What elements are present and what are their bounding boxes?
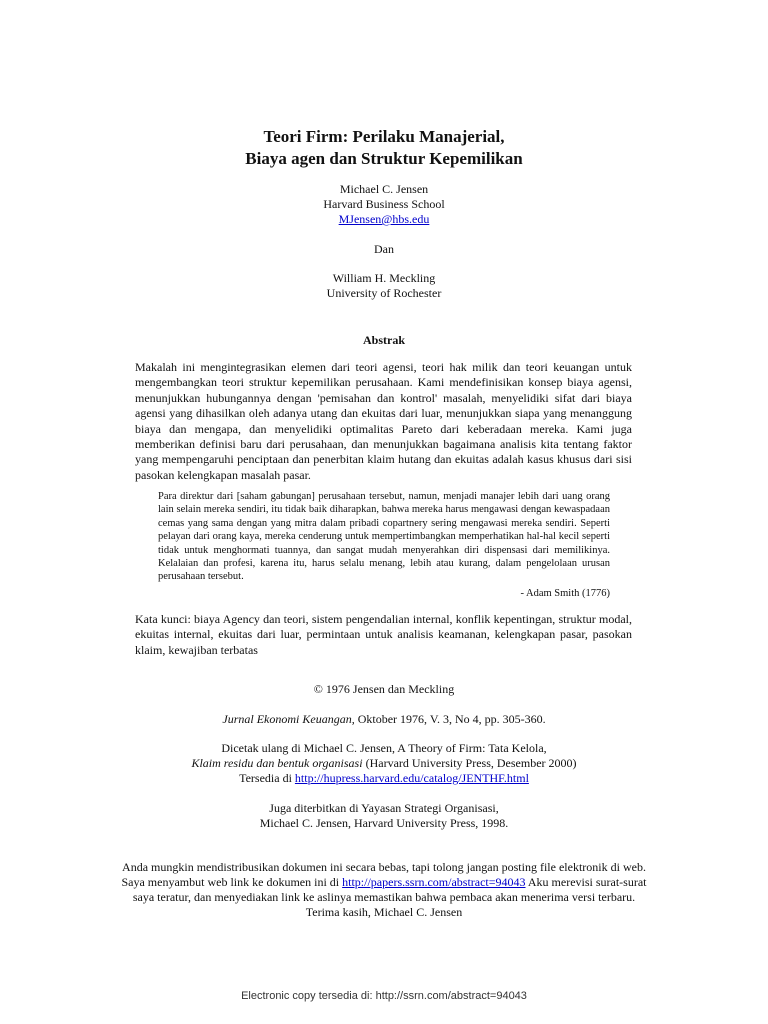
journal-name: Jurnal Ekonomi Keuangan, bbox=[222, 712, 355, 726]
author-2-block bbox=[0, 271, 768, 301]
also-published-block bbox=[0, 801, 768, 831]
ssrn-abstract-link[interactable]: http://papers.ssrn.com/abstract=94043 bbox=[342, 875, 526, 889]
keywords-paragraph: Kata kunci: biaya Agency dan teori, sistem pengendalian internal, konflik kepentingan, struktur modal, ekuitas internal, ekuitas dari luar, permintaan untuk analisis keamanan, kelengkapan pasar, pasokan klaim, kewajiban terbatas bbox=[135, 612, 632, 657]
notice-text-2: Aku merevisi surat-surat saya teratur, dan menyediakan link ke aslinya memastikan bahwa pembaca akan menerima versi terbaru. Terima kasih, Michael C. Jensen bbox=[132, 875, 647, 919]
reprint-publisher: (Harvard University Press, Desember 2000) bbox=[362, 756, 577, 770]
title-line-2: Biaya agen dan Struktur Kepemilikan bbox=[245, 149, 523, 168]
reprint-available-label: Tersedia di bbox=[239, 771, 295, 785]
author-2-affiliation: University of Rochester bbox=[326, 286, 442, 300]
also-published-line-2: Michael C. Jensen, Harvard University Press, 1998. bbox=[259, 816, 509, 830]
reprint-line-2 bbox=[0, 756, 768, 771]
title-line-1: Teori Firm: Perilaku Manajerial, bbox=[263, 127, 505, 146]
author-1-email-link[interactable]: MJensen@hbs.edu bbox=[338, 212, 430, 226]
distribution-notice bbox=[118, 860, 650, 920]
paper-title bbox=[0, 126, 768, 170]
reprint-line-3 bbox=[0, 771, 768, 786]
journal-citation bbox=[0, 712, 768, 727]
journal-details: Oktober 1976, V. 3, No 4, pp. 305-360. bbox=[354, 712, 546, 726]
author-2-name: William H. Meckling bbox=[332, 271, 436, 285]
also-published-line-1: Juga diterbitkan di Yayasan Strategi Organisasi, bbox=[269, 801, 499, 815]
reprint-line-1: Dicetak ulang di Michael C. Jensen, A Theory of Firm: Tata Kelola, bbox=[221, 741, 547, 755]
copyright-line: © 1976 Jensen dan Meckling bbox=[313, 682, 455, 696]
author-connector: Dan bbox=[374, 242, 394, 256]
abstract-paragraph: Makalah ini mengintegrasikan elemen dari teori agensi, teori hak milik dan teori keuangan untuk mengembangkan teori struktur kepemilikan perusahaan. Kami mendefinisikan konsep biaya agensi, menunjukkan hubungannya dengan 'pemisahan dan kontrol' masalah, menyelidiki sifat dari biaya agensi yang dihasilkan oleh adanya utang dan ekuitas dari luar, menunjukkan siapa yang menanggung biaya dan mengapa, dan menyelidiki optimalitas Pareto dari keberadaan mereka. Kami juga memberikan definisi baru dari perusahaan, dan menunjukkan bagaimana analisis kita tentang faktor yang mempengaruhi penciptaan dan penerbitan klaim hutang dan ekuitas adalah kasus khusus dari sisi pasokan kelengkapan masalah pasar. bbox=[135, 360, 632, 482]
reprint-book-title: Klaim residu dan bentuk organisasi bbox=[191, 756, 363, 770]
reprint-block bbox=[0, 741, 768, 786]
page-footer: Electronic copy tersedia di: http://ssrn.com/abstract=94043 bbox=[241, 990, 527, 1002]
author-1-name: Michael C. Jensen bbox=[339, 182, 429, 196]
notice-text-1: Anda mungkin mendistribusikan dokumen ini secara bebas, tapi tolong jangan posting file elektronik di web. Saya menyambut web link ke dokumen ini di bbox=[121, 860, 646, 889]
author-1-block bbox=[0, 182, 768, 227]
quote-attribution: - Adam Smith (1776) bbox=[520, 588, 610, 599]
author-1-affiliation: Harvard Business School bbox=[323, 197, 445, 211]
hupress-link[interactable]: http://hupress.harvard.edu/catalog/JENTHF.html bbox=[294, 771, 529, 785]
abstract-heading: Abstrak bbox=[362, 333, 405, 347]
epigraph-quote: Para direktur dari [saham gabungan] perusahaan tersebut, namun, menjadi manajer lebih dari uang orang lain selain mereka sendiri, itu tidak baik diharapkan, bahwa mereka harus mengawasi dengan kewaspadaan cemas yang sama dengan yang mitra dalam pribadi copartnery sering mengawasi mereka sendiri. Seperti pelayan dari orang kaya, mereka cenderung untuk mempertimbangkan memperhatikan hal-hal kecil seperti tidak untuk menghormati tuannya, dan sangat mudah menyerahkan diri dispensasi dari memilikinya. Kelalaian dan profesi, karena itu, harus selalu menang, lebih atau kurang, dalam pengelolaan urusan perusahaan tersebut. bbox=[158, 491, 610, 583]
